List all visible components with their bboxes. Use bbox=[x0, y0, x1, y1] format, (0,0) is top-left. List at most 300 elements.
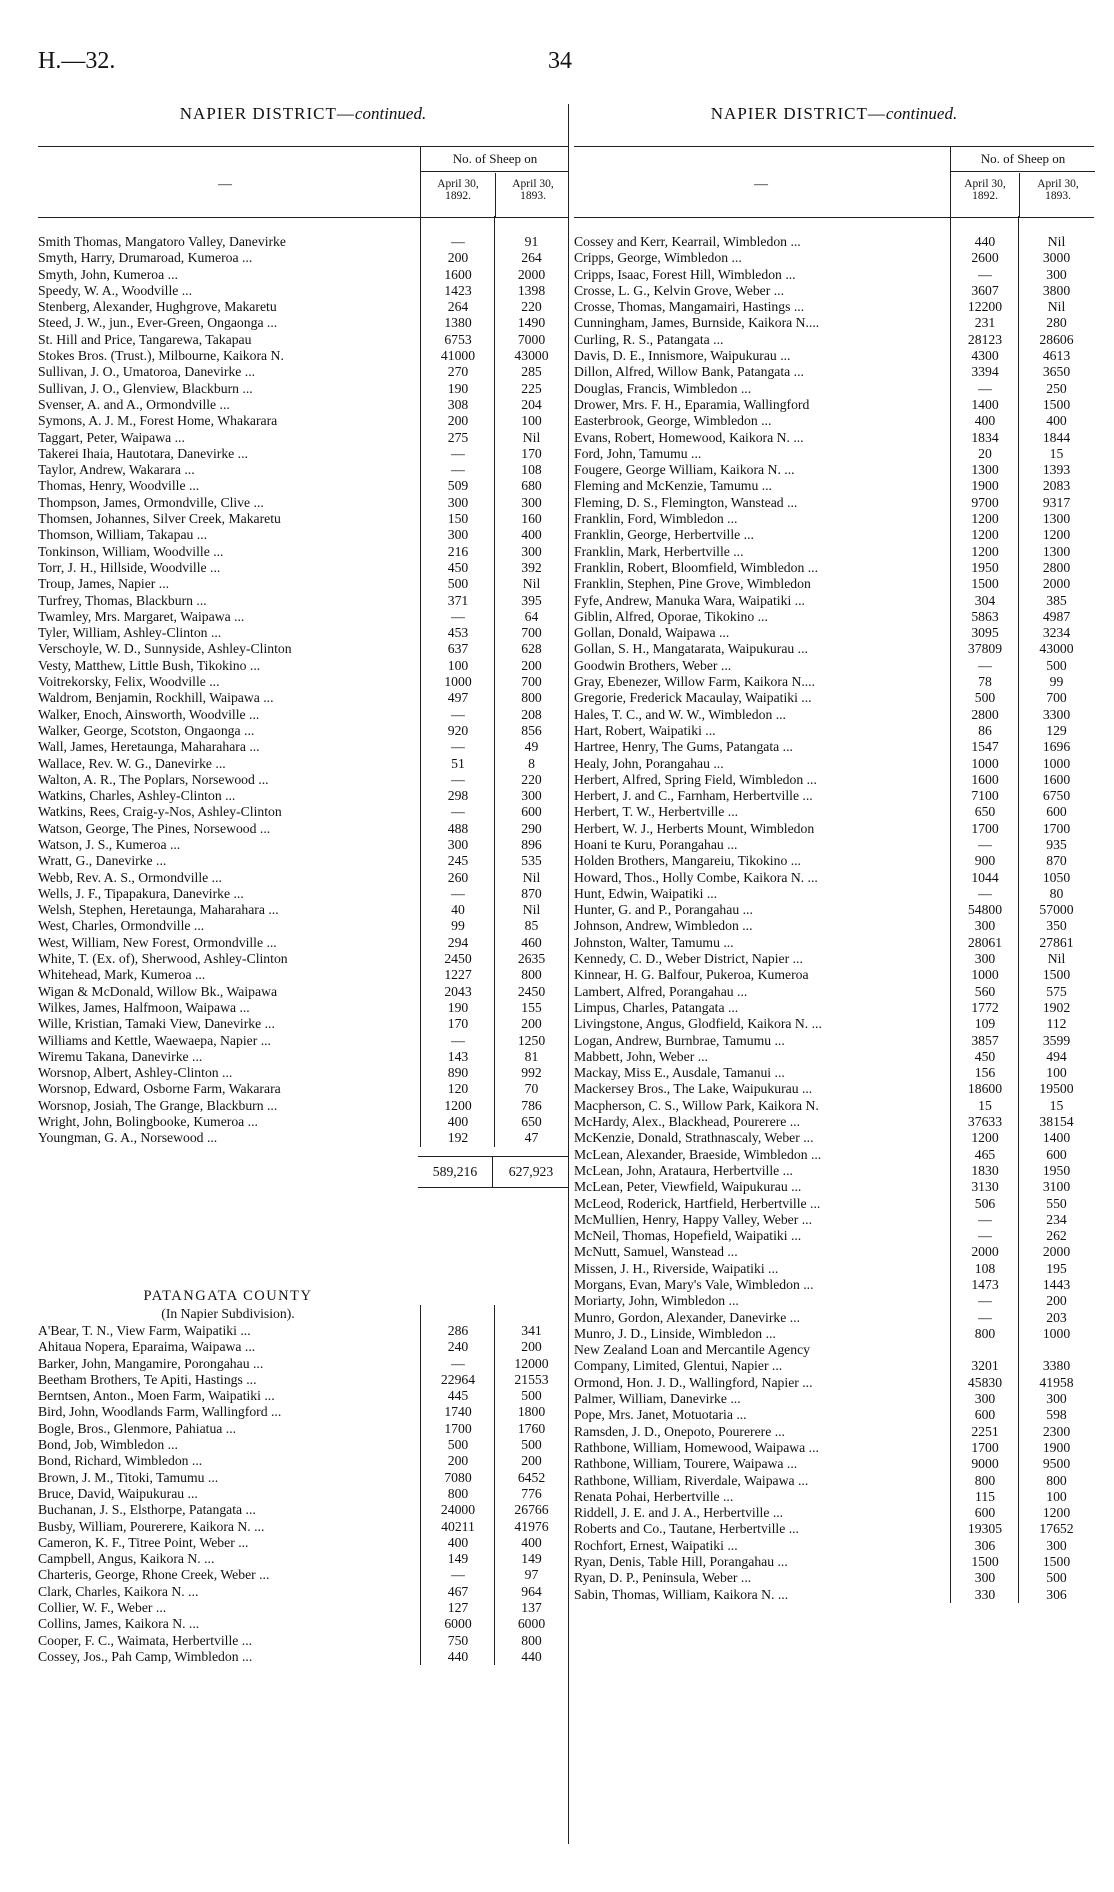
table-row bbox=[574, 1538, 1094, 1554]
table-row bbox=[38, 299, 568, 315]
sheep-1892: 371 bbox=[447, 592, 469, 608]
owner-name: McNeil, Thomas, Hopefield, Waipatiki ... bbox=[574, 1228, 802, 1244]
sheep-1892: 264 bbox=[447, 299, 469, 315]
table-row bbox=[574, 1016, 1094, 1032]
sheep-1893: 80 bbox=[1049, 885, 1064, 901]
sheep-1893: 400 bbox=[521, 527, 542, 543]
sheep-1893: 2083 bbox=[1042, 478, 1071, 494]
owner-name: McLean, Alexander, Braeside, Wimbledon ... bbox=[574, 1146, 822, 1162]
sheep-1892: 1547 bbox=[971, 739, 999, 755]
column-rule bbox=[950, 216, 951, 1603]
sheep-1893: Nil bbox=[522, 576, 541, 592]
sheep-1893: 264 bbox=[521, 250, 542, 266]
sheep-1892: 2800 bbox=[971, 706, 999, 722]
table-row bbox=[38, 348, 568, 364]
sheep-1892: 1772 bbox=[971, 999, 999, 1015]
sheep-1892: 300 bbox=[974, 1391, 996, 1407]
sheep-1893: 9500 bbox=[1042, 1456, 1071, 1472]
table-row bbox=[574, 430, 1094, 446]
owner-name: Worsnop, Edward, Osborne Farm, Wakarara bbox=[38, 1081, 281, 1097]
sheep-1893: 1443 bbox=[1042, 1277, 1071, 1292]
sheep-1893: 203 bbox=[1046, 1309, 1067, 1325]
sheep-1893: 81 bbox=[524, 1048, 539, 1064]
table-row bbox=[38, 804, 568, 820]
sheep-1893: 776 bbox=[521, 1485, 542, 1501]
table-row bbox=[574, 1081, 1094, 1097]
sheep-1892: — bbox=[451, 1355, 465, 1371]
owner-name: Hoani te Kuru, Porangahau ... bbox=[574, 836, 738, 852]
sheep-1892: 28123 bbox=[967, 331, 1003, 347]
sheep-1892: 500 bbox=[974, 690, 996, 706]
owner-name: Barker, John, Mangamire, Porongahau ... bbox=[38, 1355, 264, 1371]
sheep-1893: 300 bbox=[521, 543, 542, 559]
sheep-1893: Nil bbox=[1047, 951, 1066, 967]
owner-name: Thomas, Henry, Woodville ... bbox=[38, 478, 200, 494]
sheep-1892: — bbox=[978, 1293, 992, 1309]
table-row bbox=[574, 1049, 1094, 1065]
table-row bbox=[38, 527, 568, 543]
sheep-1893: 4987 bbox=[1042, 608, 1071, 624]
sheep-1892: — bbox=[978, 380, 992, 396]
owner-name: New Zealand Loan and Mercantile Agency bbox=[574, 1342, 811, 1358]
sheep-1893: 70 bbox=[524, 1081, 539, 1097]
sheep-1893: 41976 bbox=[514, 1518, 549, 1534]
sheep-1892: 300 bbox=[974, 1570, 996, 1586]
table-row bbox=[574, 1147, 1094, 1163]
owner-name: McMullien, Henry, Happy Valley, Weber ... bbox=[574, 1211, 812, 1227]
sheep-1892: 1700 bbox=[971, 1439, 999, 1455]
owner-name: Giblin, Alfred, Oporae, Tikokino ... bbox=[574, 608, 768, 624]
table-row bbox=[38, 1502, 568, 1518]
table-row bbox=[574, 234, 1094, 250]
sheep-1893: 400 bbox=[521, 1534, 542, 1550]
table-row bbox=[38, 886, 568, 902]
owner-name: Kinnear, H. G. Balfour, Pukeroa, Kumeroa bbox=[574, 967, 809, 983]
owner-name: Tyler, William, Ashley-Clinton ... bbox=[38, 625, 222, 641]
table-row bbox=[574, 1130, 1094, 1146]
owner-name: Tonkinson, William, Woodville ... bbox=[38, 543, 224, 559]
sheep-1892: 4300 bbox=[971, 348, 999, 364]
sheep-1893: 392 bbox=[521, 559, 542, 575]
sheep-1893: 650 bbox=[521, 1114, 542, 1130]
sheep-1892: 500 bbox=[447, 1437, 469, 1453]
owner-name: Kennedy, C. D., Weber District, Napier ... bbox=[574, 951, 803, 967]
owner-name: Torr, J. H., Hillside, Woodville ... bbox=[38, 559, 221, 575]
table-row bbox=[574, 446, 1094, 462]
sheep-1892: 200 bbox=[447, 1453, 469, 1469]
table-row bbox=[38, 756, 568, 772]
owner-name: Voitrekorsky, Felix, Woodville ... bbox=[38, 674, 220, 690]
sheep-1892: — bbox=[978, 885, 992, 901]
table-row bbox=[38, 462, 568, 478]
sheep-1893: 15 bbox=[1049, 445, 1064, 461]
table-row bbox=[38, 1049, 568, 1065]
column-rule bbox=[494, 216, 495, 1147]
sheep-1893: 97 bbox=[524, 1567, 539, 1583]
table-row bbox=[38, 495, 568, 511]
owner-name: Welsh, Stephen, Heretaunga, Maharahara ... bbox=[38, 902, 279, 918]
sheep-1892: 450 bbox=[447, 559, 469, 575]
owner-name: Bruce, David, Waipukurau ... bbox=[38, 1485, 198, 1501]
table-row bbox=[38, 1098, 568, 1114]
table-row bbox=[574, 1473, 1094, 1489]
owner-name: Symons, A. J. M., Forest Home, Whakarara bbox=[38, 413, 278, 429]
table-row bbox=[38, 853, 568, 869]
sheep-1893: 200 bbox=[521, 1453, 542, 1469]
table-row bbox=[574, 560, 1094, 576]
sheep-1892: 41000 bbox=[440, 348, 476, 364]
sheep-1892: 300 bbox=[974, 951, 996, 967]
sheep-1892: 300 bbox=[447, 527, 469, 543]
table-row bbox=[38, 984, 568, 1000]
sheep-1892: 1700 bbox=[971, 820, 999, 836]
owner-name: Evans, Robert, Homewood, Kaikora N. ... bbox=[574, 429, 804, 445]
left-totals bbox=[418, 1156, 568, 1188]
table-row bbox=[38, 381, 568, 397]
owner-name: Ryan, D. P., Peninsula, Weber ... bbox=[574, 1570, 752, 1586]
sheep-1893: 1950 bbox=[1042, 1162, 1071, 1178]
table-row bbox=[38, 1633, 568, 1649]
owner-name: Munro, Gordon, Alexander, Danevirke ... bbox=[574, 1309, 800, 1325]
table-row bbox=[574, 1587, 1094, 1603]
sheep-1893: 1600 bbox=[1042, 771, 1071, 787]
sheep-1893: 385 bbox=[1046, 592, 1067, 608]
owner-name: Smyth, Harry, Drumaroad, Kumeroa ... bbox=[38, 250, 253, 266]
owner-name: McLean, Peter, Viewfield, Waipukurau ... bbox=[574, 1179, 802, 1195]
owner-name: Bird, John, Woodlands Farm, Wallingford ... bbox=[38, 1404, 282, 1420]
owner-name: Lambert, Alfred, Porangahau ... bbox=[574, 983, 748, 999]
sheep-1892: — bbox=[451, 1032, 465, 1048]
sheep-1892: 192 bbox=[447, 1130, 469, 1146]
sheep-1893: 440 bbox=[521, 1648, 542, 1664]
sheep-1893: 100 bbox=[1046, 1065, 1067, 1081]
sheep-1893: 91 bbox=[524, 234, 539, 249]
sheep-1892: — bbox=[978, 1228, 992, 1244]
county-table-body bbox=[38, 1323, 568, 1665]
owner-name: Hartree, Henry, The Gums, Patangata ... bbox=[574, 739, 793, 755]
sheep-1893: 500 bbox=[1046, 657, 1067, 673]
sheep-1893: 3599 bbox=[1042, 1032, 1071, 1048]
sheep-1893: 1300 bbox=[1042, 511, 1071, 527]
owner-name: Gollan, S. H., Mangatarata, Waipukurau ... bbox=[574, 641, 808, 657]
column-rule bbox=[494, 1305, 495, 1665]
owner-name: Company, Limited, Glentui, Napier ... bbox=[574, 1358, 783, 1374]
sheep-1892: — bbox=[451, 706, 465, 722]
owner-name: Roberts and Co., Tautane, Herbertville ... bbox=[574, 1521, 799, 1537]
owner-name: Thomson, William, Takapau ... bbox=[38, 527, 208, 543]
owner-name: Fyfe, Andrew, Manuka Wara, Waipatiki ... bbox=[574, 592, 805, 608]
table-row bbox=[38, 951, 568, 967]
sheep-1892: 190 bbox=[447, 999, 469, 1015]
sheep-1892: 240 bbox=[447, 1339, 469, 1355]
right-header-dash: — bbox=[754, 177, 768, 192]
sheep-1893: 100 bbox=[1046, 1488, 1067, 1504]
table-row bbox=[574, 576, 1094, 592]
owner-name: Herbert, W. J., Herberts Mount, Wimbledon bbox=[574, 820, 815, 836]
owner-name: Herbert, J. and C., Farnham, Herbertville ... bbox=[574, 788, 813, 804]
table-row bbox=[574, 1163, 1094, 1179]
table-row bbox=[574, 1033, 1094, 1049]
table-row bbox=[38, 1551, 568, 1567]
sheep-1893: 992 bbox=[521, 1065, 542, 1081]
table-row bbox=[38, 1437, 568, 1453]
sheep-1892: — bbox=[451, 445, 465, 461]
sheep-1893: 2450 bbox=[517, 983, 546, 999]
table-row bbox=[38, 739, 568, 755]
owner-name: Herbert, T. W., Herbertville ... bbox=[574, 804, 739, 820]
table-row bbox=[574, 1065, 1094, 1081]
owner-name: Ramsden, J. D., Onepoto, Pourerere ... bbox=[574, 1423, 785, 1439]
table-row bbox=[574, 1456, 1094, 1472]
sheep-1893: 1400 bbox=[1042, 1130, 1071, 1146]
sheep-1893: 200 bbox=[1046, 1293, 1067, 1309]
sheep-1892: 286 bbox=[447, 1323, 469, 1338]
sheep-1892: 9700 bbox=[971, 494, 999, 510]
sheep-1893: 85 bbox=[524, 918, 539, 934]
sheep-1892: 109 bbox=[974, 1016, 996, 1032]
owner-name: Hales, T. C., and W. W., Wimbledon ... bbox=[574, 706, 786, 722]
sheep-1892: 650 bbox=[974, 804, 996, 820]
sheep-1892: 1600 bbox=[444, 266, 472, 282]
owner-name: West, William, New Forest, Ormondville ... bbox=[38, 934, 277, 950]
sheep-1893: 1200 bbox=[1042, 1505, 1071, 1521]
column-rule bbox=[1018, 216, 1019, 1603]
sheep-1892: 1473 bbox=[971, 1277, 999, 1292]
table-row bbox=[38, 234, 568, 250]
owner-name: Collier, W. F., Weber ... bbox=[38, 1600, 167, 1616]
owner-name: Drower, Mrs. F. H., Eparamia, Wallingford bbox=[574, 396, 810, 412]
sheep-1892: 9000 bbox=[971, 1456, 999, 1472]
sheep-1893: 57000 bbox=[1039, 902, 1074, 918]
table-row bbox=[38, 1323, 568, 1339]
sheep-1893: 149 bbox=[521, 1551, 542, 1567]
sheep-1893: 27861 bbox=[1039, 934, 1074, 950]
owner-name: Palmer, William, Danevirke ... bbox=[574, 1391, 741, 1407]
sheep-1893: Nil bbox=[522, 902, 541, 918]
owner-name: Mabbett, John, Weber ... bbox=[574, 1048, 708, 1064]
sheep-1892: 3394 bbox=[971, 364, 999, 380]
table-row bbox=[38, 1535, 568, 1551]
owner-name: Wratt, G., Danevirke ... bbox=[38, 853, 167, 869]
sheep-1892: 400 bbox=[447, 1534, 469, 1550]
sheep-1893: 1050 bbox=[1042, 869, 1071, 885]
sheep-1892: 440 bbox=[974, 234, 996, 249]
sheep-1892: 40211 bbox=[441, 1518, 475, 1534]
sheep-1892: — bbox=[451, 885, 465, 901]
table-row bbox=[38, 1000, 568, 1016]
owner-name: Gregorie, Frederick Macaulay, Waipatiki ... bbox=[574, 690, 812, 706]
table-row bbox=[574, 1521, 1094, 1537]
table-row bbox=[38, 1584, 568, 1600]
sheep-1892: 3130 bbox=[971, 1179, 999, 1195]
sheep-1893: 1393 bbox=[1042, 462, 1071, 478]
owner-name: Missen, J. H., Riverside, Waipatiki ... bbox=[574, 1260, 779, 1276]
sheep-1892: 1700 bbox=[444, 1420, 472, 1436]
owner-name: Twamley, Mrs. Margaret, Waipawa ... bbox=[38, 608, 245, 624]
sheep-1892: 488 bbox=[447, 820, 469, 836]
table-row bbox=[38, 690, 568, 706]
owner-name: Steed, J. W., jun., Ever-Green, Ongaonga ... bbox=[38, 315, 278, 331]
sheep-1893: 1800 bbox=[517, 1404, 546, 1420]
right-header-group bbox=[950, 147, 1095, 217]
sheep-1893: 700 bbox=[521, 625, 542, 641]
sheep-1892: — bbox=[978, 1211, 992, 1227]
sheep-1892: 1200 bbox=[971, 1130, 999, 1146]
table-row bbox=[574, 870, 1094, 886]
sheep-1892: 1000 bbox=[444, 674, 472, 690]
sheep-1893: 250 bbox=[1046, 380, 1067, 396]
table-row bbox=[38, 707, 568, 723]
owner-name: Fleming, D. S., Flemington, Wanstead ... bbox=[574, 494, 798, 510]
sheep-1893: 1000 bbox=[1042, 1325, 1071, 1341]
owner-name: Beetham Brothers, Te Apiti, Hastings ... bbox=[38, 1371, 257, 1387]
left-section-title bbox=[38, 104, 568, 124]
sheep-1892: 304 bbox=[974, 592, 996, 608]
owner-name: Goodwin Brothers, Weber ... bbox=[574, 657, 732, 673]
table-row bbox=[574, 902, 1094, 918]
sheep-1892: 78 bbox=[978, 674, 992, 690]
sheep-1892: 86 bbox=[978, 722, 992, 738]
table-row bbox=[574, 1310, 1094, 1326]
right-header-col2 bbox=[1019, 173, 1096, 217]
right-section-title bbox=[574, 104, 1094, 124]
sheep-1892: 509 bbox=[447, 478, 469, 494]
total-1892: 589,216 bbox=[432, 1164, 478, 1179]
table-row bbox=[38, 430, 568, 446]
owner-name: Walton, A. R., The Poplars, Norsewood ... bbox=[38, 771, 269, 787]
sheep-1893: 1500 bbox=[1042, 396, 1071, 412]
owner-name: Busby, William, Pourerere, Kaikora N. ... bbox=[38, 1518, 265, 1534]
sheep-1893: 1000 bbox=[1042, 755, 1071, 771]
sheep-1892: 3857 bbox=[971, 1032, 999, 1048]
owner-name: Webb, Rev. A. S., Ormondville ... bbox=[38, 869, 222, 885]
sheep-1893: 26766 bbox=[514, 1502, 549, 1518]
sheep-1892: 1200 bbox=[971, 527, 999, 543]
table-row bbox=[38, 625, 568, 641]
sheep-1892: 1834 bbox=[971, 429, 999, 445]
owner-name: Cossey and Kerr, Kearrail, Wimbledon ... bbox=[574, 234, 801, 249]
sheep-1892: 900 bbox=[974, 853, 996, 869]
sheep-1892: 260 bbox=[447, 869, 469, 885]
sheep-1892: 51 bbox=[451, 755, 465, 771]
table-row bbox=[574, 1212, 1094, 1228]
owner-name: Walker, George, Scotston, Ongaonga ... bbox=[38, 722, 255, 738]
owner-name: Brown, J. M., Titoki, Tamumu ... bbox=[38, 1469, 219, 1485]
table-row bbox=[38, 283, 568, 299]
sheep-1892: 1200 bbox=[444, 1097, 472, 1113]
owner-name: Speedy, W. A., Woodville ... bbox=[38, 282, 193, 298]
sheep-1892: 465 bbox=[974, 1146, 996, 1162]
sheep-1892: 3095 bbox=[971, 625, 999, 641]
right-section-title-suffix: continued. bbox=[885, 104, 958, 123]
sheep-1893: 935 bbox=[1046, 836, 1067, 852]
table-row bbox=[574, 593, 1094, 609]
table-row bbox=[574, 1554, 1094, 1570]
sheep-1893: 1760 bbox=[517, 1420, 546, 1436]
sheep-1892: 245 bbox=[447, 853, 469, 869]
table-row bbox=[38, 1600, 568, 1616]
sheep-1893: 800 bbox=[1046, 1472, 1067, 1488]
owner-name: Herbert, Alfred, Spring Field, Wimbledon ... bbox=[574, 771, 817, 787]
sheep-1892: 270 bbox=[447, 364, 469, 380]
table-row bbox=[574, 853, 1094, 869]
sheep-1892: 294 bbox=[447, 934, 469, 950]
sheep-1893: 700 bbox=[1046, 690, 1067, 706]
page-number: 34 bbox=[548, 48, 572, 74]
sheep-1893: 300 bbox=[521, 494, 542, 510]
owner-name: Cooper, F. C., Waimata, Herbertville ... bbox=[38, 1632, 253, 1648]
county-subtitle: (In Napier Subdivision). bbox=[161, 1306, 295, 1321]
owner-name: Cossey, Jos., Pah Camp, Wimbledon ... bbox=[38, 1648, 253, 1664]
owner-name: Vesty, Matthew, Little Bush, Tikokino ... bbox=[38, 657, 261, 673]
owner-name: Franklin, Robert, Bloomfield, Wimbledon ... bbox=[574, 559, 819, 575]
sheep-1893: 800 bbox=[521, 690, 542, 706]
sheep-1893: 3000 bbox=[1042, 250, 1071, 266]
owner-name: Ryan, Denis, Table Hill, Porangahau ... bbox=[574, 1554, 788, 1570]
sheep-1892: 24000 bbox=[440, 1502, 476, 1518]
left-section-title-main: NAPIER DISTRICT— bbox=[179, 104, 355, 123]
table-row bbox=[574, 478, 1094, 494]
table-row bbox=[38, 1130, 568, 1146]
right-header-col2-line1: April 30, bbox=[1037, 178, 1079, 190]
county-title: PATANGATA COUNTY bbox=[143, 1288, 313, 1304]
sheep-1892: 216 bbox=[447, 543, 469, 559]
column-divider bbox=[568, 104, 569, 1844]
owner-name: Youngman, G. A., Norsewood ... bbox=[38, 1130, 218, 1146]
table-row bbox=[38, 1519, 568, 1535]
owner-name: Stenberg, Alexander, Hughgrove, Makaretu bbox=[38, 299, 277, 315]
table-row bbox=[574, 918, 1094, 934]
sheep-1893: 1200 bbox=[1042, 527, 1071, 543]
sheep-1893: 137 bbox=[521, 1600, 542, 1616]
sheep-1892: 298 bbox=[447, 788, 469, 804]
owner-name: McLean, John, Arataura, Herbertville ... bbox=[574, 1162, 793, 1178]
table-row bbox=[574, 788, 1094, 804]
owner-name: Limpus, Charles, Patangata ... bbox=[574, 999, 739, 1015]
table-row bbox=[574, 756, 1094, 772]
owner-name: Wells, J. F., Tipapakura, Danevirke ... bbox=[38, 885, 244, 901]
sheep-1893: 19500 bbox=[1039, 1081, 1074, 1097]
owner-name: Morgans, Evan, Mary's Vale, Wimbledon ... bbox=[574, 1277, 814, 1292]
sheep-1893: 2000 bbox=[1042, 1244, 1071, 1260]
owner-name: Douglas, Francis, Wimbledon ... bbox=[574, 380, 752, 396]
table-row bbox=[574, 250, 1094, 266]
table-row bbox=[38, 1453, 568, 1469]
owner-name: Cripps, Isaac, Forest Hill, Wimbledon ... bbox=[574, 266, 796, 282]
sheep-1893: 234 bbox=[1046, 1211, 1067, 1227]
table-row bbox=[38, 658, 568, 674]
owner-name: Takerei Ihaia, Hautotara, Danevirke ... bbox=[38, 445, 248, 461]
owner-name: Rathbone, William, Homewood, Waipawa ... bbox=[574, 1439, 819, 1455]
owner-name: Rathbone, William, Riverdale, Waipawa ... bbox=[574, 1472, 809, 1488]
owner-name: Turfrey, Thomas, Blackburn ... bbox=[38, 592, 207, 608]
table-row bbox=[38, 1339, 568, 1355]
sheep-1893: 1900 bbox=[1042, 1439, 1071, 1455]
table-row bbox=[574, 1326, 1094, 1342]
sheep-1893: 800 bbox=[521, 967, 542, 983]
table-row bbox=[574, 1391, 1094, 1407]
sheep-1893: 170 bbox=[521, 445, 542, 461]
sheep-1893: 12000 bbox=[514, 1355, 549, 1371]
sheep-1893: 870 bbox=[521, 885, 542, 901]
sheep-1892: 1000 bbox=[971, 755, 999, 771]
sheep-1892: 1000 bbox=[971, 967, 999, 983]
table-row bbox=[574, 658, 1094, 674]
sheep-1893: 220 bbox=[521, 299, 542, 315]
owner-name: Logan, Andrew, Burnbrae, Tamumu ... bbox=[574, 1032, 785, 1048]
sheep-1892: 300 bbox=[447, 494, 469, 510]
sheep-1893: 160 bbox=[521, 511, 542, 527]
